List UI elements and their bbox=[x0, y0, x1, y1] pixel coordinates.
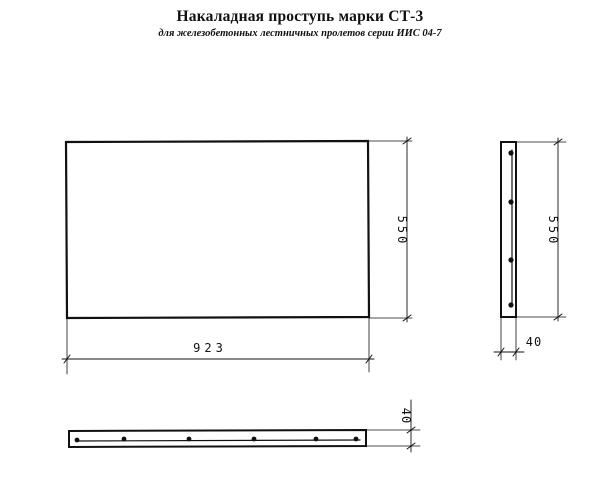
side-view-outline bbox=[501, 142, 516, 317]
plan-view bbox=[69, 400, 420, 452]
side-height-label: 550 bbox=[546, 215, 560, 247]
drawing-title: Накаладная проступь марки СТ-3 bbox=[176, 8, 424, 25]
plan-rebar-dot bbox=[187, 437, 192, 442]
plan-rebar-dot bbox=[75, 438, 80, 443]
plan-rebar-dot bbox=[314, 437, 319, 442]
front-height-label: 550 bbox=[395, 215, 409, 247]
side-rebar-dot bbox=[508, 257, 513, 262]
front-view bbox=[62, 137, 412, 374]
side-rebar-dot bbox=[508, 302, 513, 307]
plan-rebar-dot bbox=[354, 437, 359, 442]
side-rebar-dot bbox=[508, 150, 513, 155]
front-length-label: 923 bbox=[193, 341, 227, 355]
plan-thickness-label: 40 bbox=[399, 407, 413, 425]
side-rebar-dot bbox=[508, 199, 513, 204]
side-thickness-label: 40 bbox=[525, 335, 543, 349]
side-view bbox=[494, 138, 566, 360]
plan-rebar-dot bbox=[252, 437, 257, 442]
front-view-outline bbox=[66, 141, 369, 318]
plan-rebar-dot bbox=[122, 437, 127, 442]
plan-view-outline bbox=[69, 430, 366, 447]
drawing-subtitle: для железобетонных лестничных пролетов серии ИИС 04-7 bbox=[158, 28, 442, 39]
